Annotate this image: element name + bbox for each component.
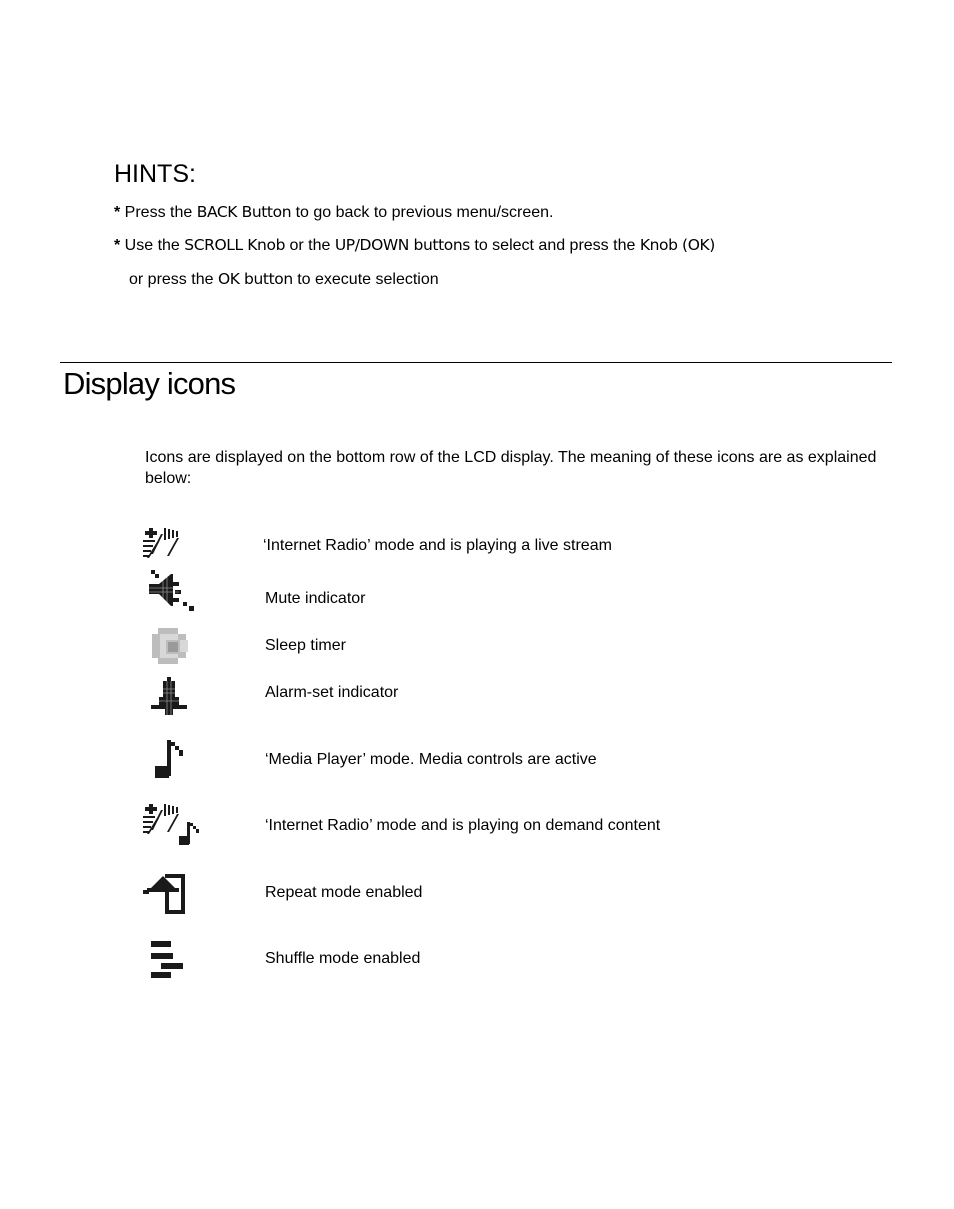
hint-line-scroll	[114, 235, 715, 256]
bullet-star: *	[114, 204, 121, 221]
hint-text: Press the	[120, 204, 197, 221]
hint-line-ok	[129, 269, 439, 290]
repeat-icon	[143, 872, 187, 916]
hint-text: to execute selection	[292, 271, 439, 288]
icon-description: ‘Internet Radio’ mode and is playing on demand content	[265, 817, 661, 834]
keyword-back-button: BACK Button	[196, 203, 292, 221]
keyword-up-down-buttons: UP/DOWN buttons	[334, 236, 470, 254]
keyword-ok-button: OK button	[217, 270, 293, 288]
icon-description: Alarm-set indicator	[265, 684, 399, 701]
hint-text: or press the	[129, 271, 218, 288]
shuffle-icon	[151, 940, 185, 980]
icon-description: Mute indicator	[265, 590, 366, 607]
icon-description: Repeat mode enabled	[265, 884, 423, 901]
hint-text: or the	[285, 237, 335, 254]
icon-description: ‘Media Player’ mode. Media controls are active	[265, 751, 597, 768]
section-divider	[60, 362, 892, 363]
section-title: Display icons	[63, 366, 236, 401]
hint-line-back	[114, 202, 554, 223]
music-note-icon	[155, 740, 185, 780]
hints-title: HINTS:	[114, 160, 196, 188]
icon-description: Shuffle mode enabled	[265, 950, 421, 967]
internet-radio-on-demand-icon	[143, 804, 203, 848]
sleep-timer-icon	[148, 626, 192, 666]
section-intro: Icons are displayed on the bottom row of the LCD display. The meaning of these icons are as explained below:	[145, 449, 877, 487]
hint-text: to go back to previous menu/screen.	[291, 204, 554, 221]
alarm-bell-icon	[149, 677, 189, 717]
internet-radio-icon	[143, 528, 179, 560]
bullet-star: *	[114, 237, 121, 254]
mute-icon	[149, 570, 197, 612]
keyword-scroll-knob: SCROLL Knob	[184, 236, 286, 254]
hint-text: to select and press the	[469, 237, 640, 254]
icon-description: Sleep timer	[265, 637, 346, 654]
hint-text: Use the	[120, 237, 185, 254]
icon-description: ‘Internet Radio’ mode and is playing a live stream	[263, 537, 612, 554]
keyword-knob-ok: Knob (OK)	[639, 236, 715, 254]
